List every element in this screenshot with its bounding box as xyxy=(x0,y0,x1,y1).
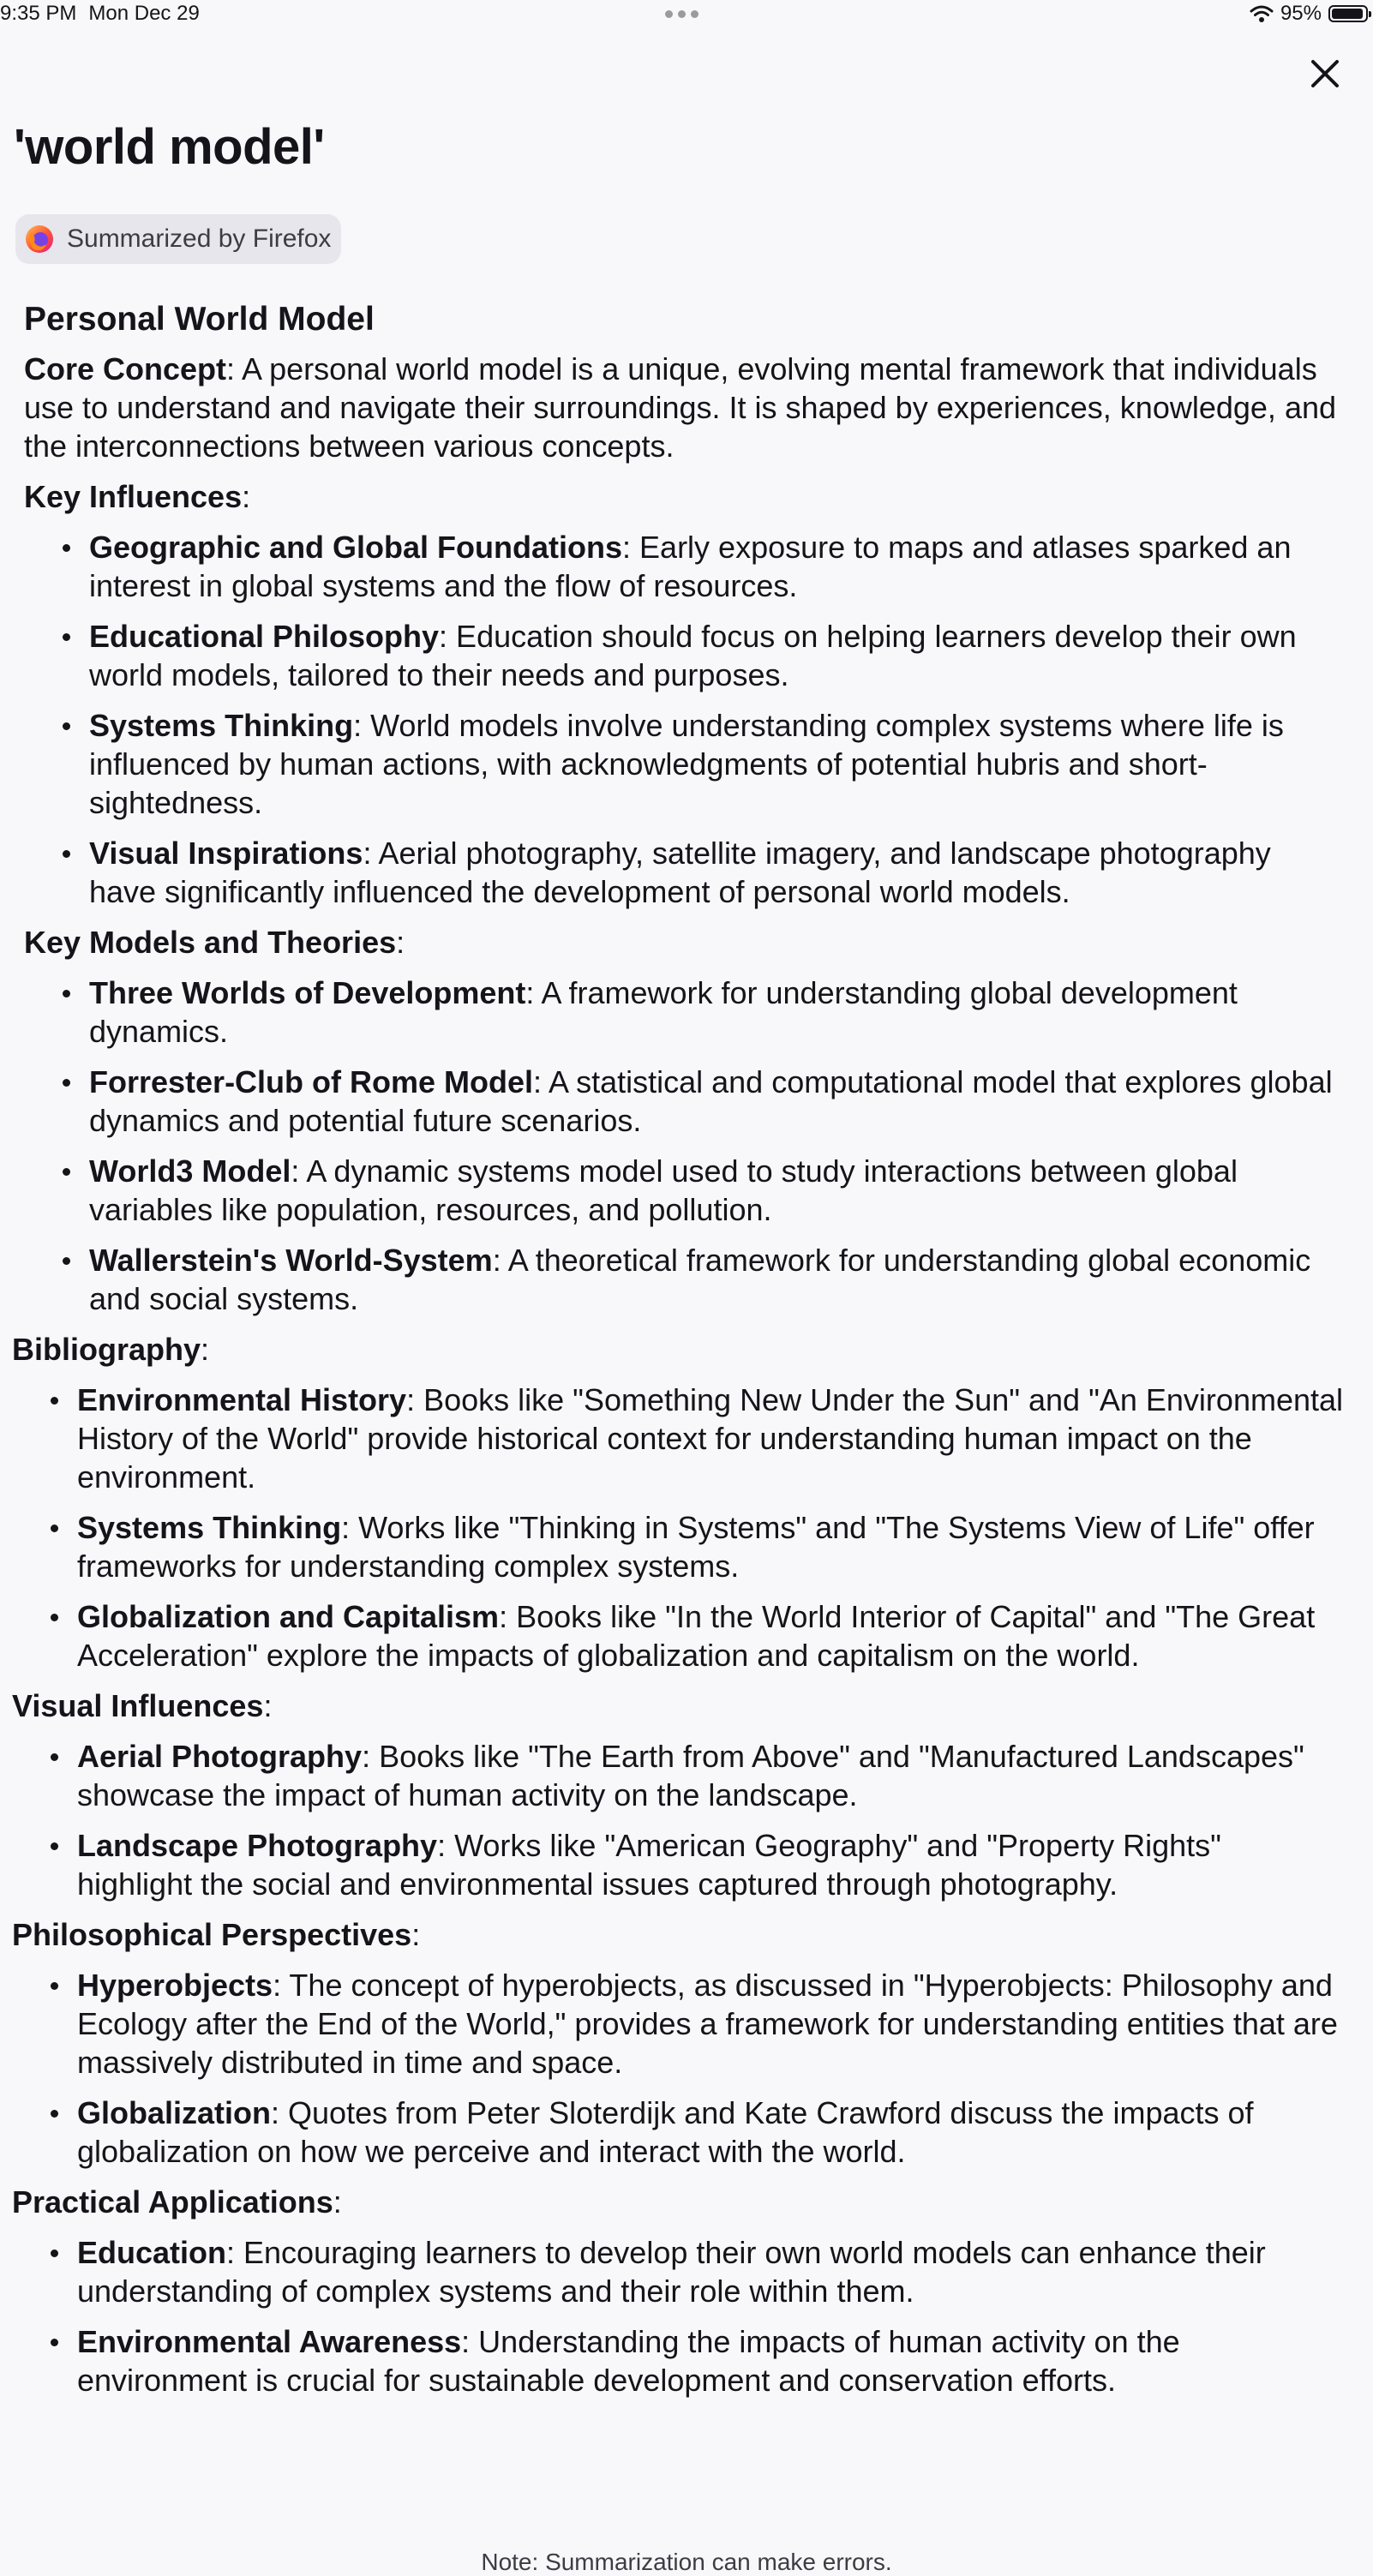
status-left xyxy=(0,0,212,27)
section-title-bibliography: Bibliography: xyxy=(12,1332,210,1367)
list-item: Environmental Awareness: Understanding the impacts of human activity on the environment is crucial for sustainable development and conservation efforts. xyxy=(77,2322,1344,2399)
key-influences-list xyxy=(24,528,1344,911)
list-item: Wallerstein's World-System: A theoretical framework for understanding global economic and social systems. xyxy=(89,1241,1344,1318)
firefox-logo-icon xyxy=(24,224,55,255)
core-concept-text: : A personal world model is a unique, evolving mental framework that individuals use to understand and navigate their surroundings. It is shaped by experiences, knowledge, and the interconnections between various concepts. xyxy=(24,351,1337,464)
summarized-by-badge xyxy=(15,214,341,264)
list-item: Hyperobjects: The concept of hyperobjects, as discussed in "Hyperobjects: Philosophy and Ecology after the End of the World," provides a framework for understanding entities that are massively distributed in time and space. xyxy=(77,1966,1344,2082)
battery-percent: 95% xyxy=(1280,2,1322,25)
key-models-list xyxy=(24,973,1344,1318)
list-item: Three Worlds of Development: A framework for understanding global development dynamics. xyxy=(89,973,1344,1051)
core-concept-paragraph xyxy=(24,350,1344,465)
multitasking-dots-icon[interactable] xyxy=(665,10,698,18)
list-item: Globalization: Quotes from Peter Sloterdijk and Kate Crawford discuss the impacts of globalization on how we perceive and interact with the world. xyxy=(77,2094,1344,2171)
summary-content xyxy=(12,300,1344,2411)
practical-list xyxy=(12,2233,1344,2399)
battery-icon xyxy=(1328,5,1368,22)
outer-sections xyxy=(12,1330,1344,2399)
section-title-visual-influences: Visual Influences: xyxy=(12,1688,273,1723)
list-item: World3 Model: A dynamic systems model used to study interactions between global variables like population, resources, and pollution. xyxy=(89,1152,1344,1229)
summary-heading: Personal World Model xyxy=(24,301,375,338)
badge-label: Summarized by Firefox xyxy=(67,225,332,253)
section-title-key-models: Key Models and Theories: xyxy=(24,925,405,960)
footer-note: Note: Summarization can make errors. xyxy=(481,2549,892,2575)
visual-influences-list xyxy=(12,1737,1344,1903)
list-item: Education: Encouraging learners to develop their own world models can enhance their understanding of complex systems and their role within them. xyxy=(77,2233,1344,2310)
list-item: Educational Philosophy: Education should focus on helping learners develop their own world models, tailored to their needs and purposes. xyxy=(89,617,1344,694)
list-item: Systems Thinking: Works like "Thinking in Systems" and "The Systems View of Life" offer frameworks for understanding complex systems. xyxy=(77,1508,1344,1585)
list-item: Forrester-Club of Rome Model: A statistical and computational model that explores global dynamics and potential future scenarios. xyxy=(89,1063,1344,1140)
wifi-icon xyxy=(1250,4,1274,23)
philosophical-list xyxy=(12,1966,1344,2171)
status-right xyxy=(1250,0,1368,27)
bibliography-list xyxy=(12,1381,1344,1674)
close-icon xyxy=(1304,53,1346,94)
list-item: Environmental History: Books like "Something New Under the Sun" and "An Environmental History of the World" provide historical context for understanding human impact on the environment. xyxy=(77,1382,1344,1495)
list-item: Landscape Photography: Works like "American Geography" and "Property Rights" highlight the social and environmental issues captured through photography. xyxy=(77,1826,1344,1903)
core-concept-term: Core Concept xyxy=(24,351,227,386)
close-button[interactable] xyxy=(1304,53,1346,94)
section-title-key-influences: Key Influences: xyxy=(24,479,251,514)
status-date: Mon Dec 29 xyxy=(88,2,200,25)
section-title-philosophical: Philosophical Perspectives: xyxy=(12,1917,421,1952)
page-title: 'world model' xyxy=(14,119,325,175)
list-item: Systems Thinking: World models involve understanding complex systems where life is influenced by human actions, with acknowledgments of potential hubris and short-sightedness. xyxy=(89,706,1344,822)
status-bar xyxy=(0,0,1373,29)
list-item: Aerial Photography: Books like "The Earth from Above" and "Manufactured Landscapes" showcase the impact of human activity on the landscape. xyxy=(77,1737,1344,1814)
list-item: Globalization and Capitalism: Books like "In the World Interior of Capital" and "The Great Acceleration" explore the impacts of globalization and capitalism on the world. xyxy=(77,1597,1344,1674)
section-title-practical: Practical Applications: xyxy=(12,2184,342,2220)
list-item: Geographic and Global Foundations: Early exposure to maps and atlases sparked an interest in global systems and the flow of resources. xyxy=(89,528,1344,605)
status-time: 9:35 PM xyxy=(0,2,77,25)
list-item: Visual Inspirations: Aerial photography, satellite imagery, and landscape photography have significantly influenced the development of personal world models. xyxy=(89,834,1344,911)
